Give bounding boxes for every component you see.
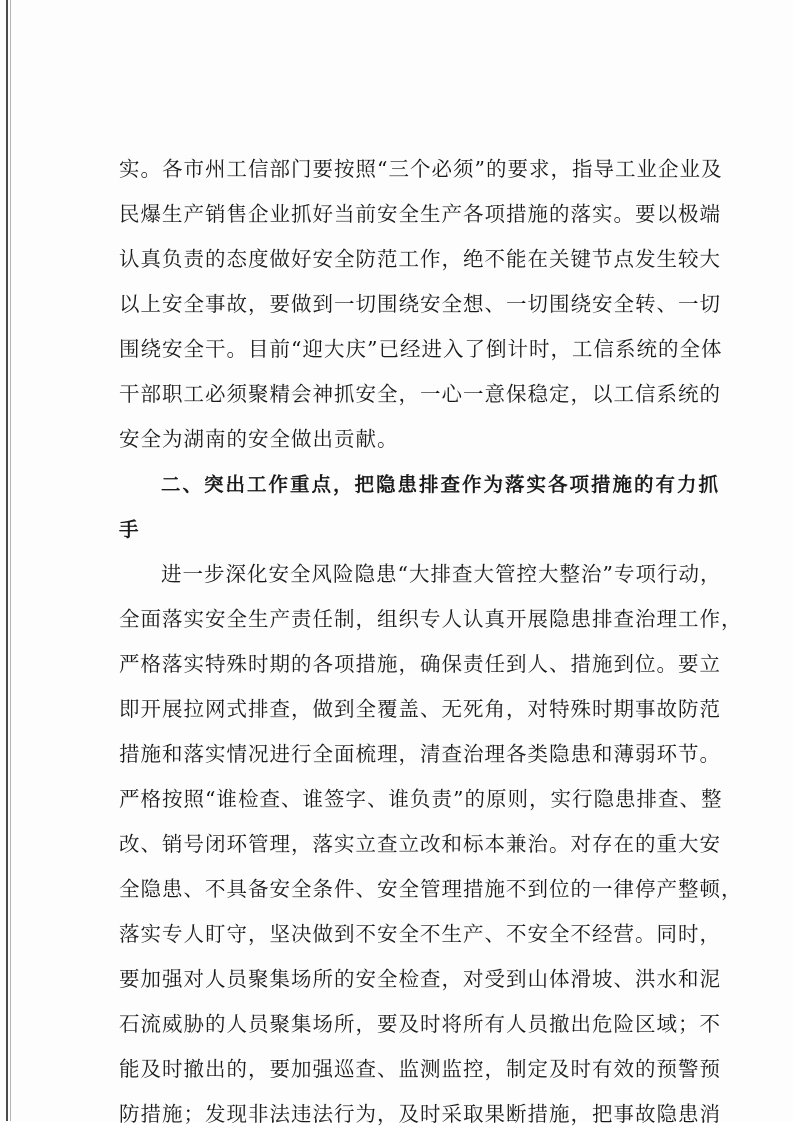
scan-edge-shadow [10,0,11,1121]
heading-line: 二、突出工作重点，把隐患排查作为落实各项措施的有力抓 [161,473,719,496]
text-line: 实。各市州工信部门要按照“三个必须”的要求，指导工业企业及 [119,157,723,181]
heading-line: 手 [119,518,140,541]
text-line: 围绕安全干。目前“迎大庆”已经进入了倒计时，工信系统的全体 [119,337,723,361]
text-line: 严格落实特殊时期的各项措施，确保责任到人、措施到位。要立 [119,652,721,676]
text-line: 全隐患、不具备安全条件、安全管理措施不到位的一律停产整顿， [119,877,743,901]
text-line: 民爆生产销售企业抓好当前安全生产各项措施的落实。要以极端 [119,202,721,226]
scan-edge-line [6,0,8,1121]
text-line: 落实专人盯守，坚决做到不安全不生产、不安全不经营。同时， [119,922,721,946]
document-body [119,147,743,1137]
text-line: 全面落实安全生产责任制，组织专人认真开展隐患排查治理工作， [119,607,743,631]
text-line: 要加强对人员聚集场所的安全检查，对受到山体滑坡、洪水和泥 [119,967,721,991]
text-line: 能及时撤出的，要加强巡查、监测监控，制定及时有效的预警预 [119,1057,721,1081]
text-line: 认真负责的态度做好安全防范工作，绝不能在关键节点发生较大 [119,247,721,271]
text-line: 安全为湖南的安全做出贡献。 [119,427,399,451]
text-line: 即开展拉网式排查，做到全覆盖、无死角，对特殊时期事故防范 [119,697,721,721]
text-line: 以上安全事故，要做到一切围绕安全想、一切围绕安全转、一切 [119,292,721,316]
text-line: 措施和落实情况进行全面梳理，清查治理各类隐患和薄弱环节。 [119,742,721,766]
text-line: 石流威胁的人员聚集场所，要及时将所有人员撤出危险区域；不 [119,1012,721,1036]
paragraph-body [119,552,743,1137]
text-line: 防措施；发现非法违法行为，及时采取果断措施，把事故隐患消 [119,1102,721,1126]
text-line: 干部职工必须聚精会神抓安全，一心一意保稳定，以工信系统的 [119,382,721,406]
text-line: 改、销号闭环管理，落实立查立改和标本兼治。对存在的重大安 [119,832,721,856]
text-line: 严格按照“谁检查、谁签字、谁负责”的原则，实行隐患排查、整 [119,787,723,811]
text-line: 进一步深化安全风险隐患“大排查大管控大整治”专项行动， [161,562,722,586]
section-heading [119,462,719,552]
paragraph-continuation [119,147,723,462]
